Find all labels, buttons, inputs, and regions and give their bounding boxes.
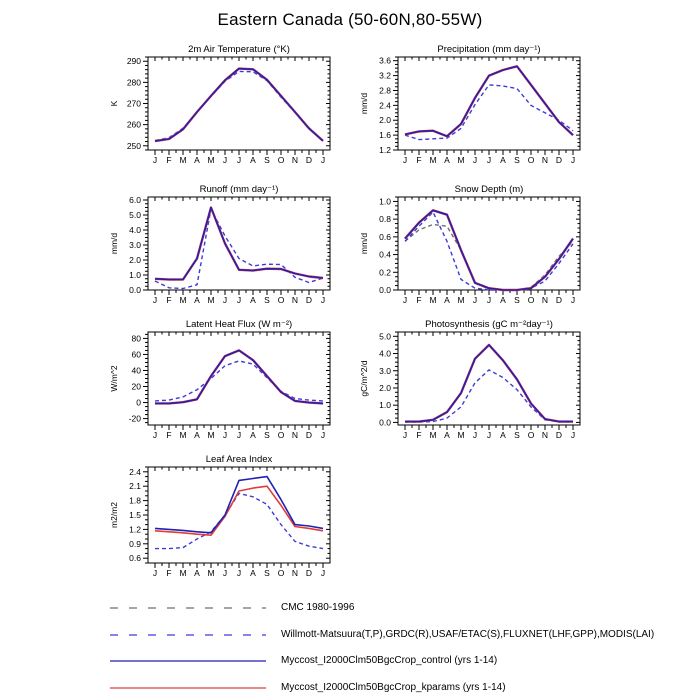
data-line-control	[405, 66, 573, 136]
plot-air-temperature	[109, 44, 330, 165]
x-tick-label: D	[555, 155, 563, 165]
x-tick-label: J	[236, 155, 242, 165]
x-tick-label: M	[429, 155, 437, 165]
x-tick-label: A	[250, 155, 256, 165]
x-tick-label: J	[222, 155, 228, 165]
y-tick-label: 60	[131, 349, 141, 360]
y-tick-label: 2.0	[379, 382, 391, 393]
legend-label: Willmott-Matsuura(T,P),GRDC(R),USAF/ETAC(S),FLUXNET(LHF,GPP),MODIS(LAI)	[281, 629, 655, 640]
y-axis-label: K	[109, 100, 119, 107]
data-line-kparams	[155, 350, 323, 403]
plot-title: Precipitation (mm day⁻¹)	[437, 44, 541, 55]
y-tick-label: 1.0	[129, 270, 141, 280]
x-tick-label: M	[179, 295, 187, 305]
y-tick-label: 6.0	[129, 195, 141, 205]
data-line-obs	[155, 361, 323, 401]
y-tick-label: 3.2	[379, 70, 391, 81]
x-tick-label: J	[152, 295, 158, 305]
y-tick-label: 0.6	[379, 231, 391, 242]
y-tick-label: 0.2	[379, 267, 391, 278]
y-tick-label: 0.6	[129, 553, 141, 564]
y-tick-label: 270	[126, 98, 141, 109]
x-tick-label: N	[541, 295, 549, 305]
x-tick-label: J	[236, 430, 242, 440]
x-tick-label: A	[444, 155, 450, 165]
x-tick-label: N	[291, 568, 299, 578]
x-tick-label: M	[179, 568, 187, 578]
legend-item-cmc	[0, 602, 700, 614]
x-tick-label: J	[472, 155, 478, 165]
x-tick-label: J	[152, 155, 158, 165]
y-tick-label: 2.0	[129, 255, 141, 265]
x-tick-label: J	[486, 155, 492, 165]
y-tick-label: 3.0	[379, 365, 391, 376]
y-tick-label: 40	[131, 365, 141, 376]
y-tick-label: 1.0	[379, 196, 391, 207]
y-tick-label: 0.9	[129, 538, 141, 549]
y-tick-label: 0.0	[379, 417, 391, 428]
x-tick-label: A	[194, 295, 200, 305]
y-tick-label: 80	[131, 333, 141, 344]
y-tick-label: 260	[126, 119, 141, 130]
data-line-obs	[155, 493, 323, 548]
x-tick-label: N	[291, 295, 299, 305]
y-tick-label: 2.0	[379, 115, 391, 126]
x-tick-label: A	[250, 568, 256, 578]
x-tick-label: D	[555, 430, 563, 440]
x-tick-label: F	[416, 430, 422, 440]
y-tick-label: 290	[126, 56, 141, 67]
plot-title: Leaf Area Index	[205, 454, 273, 465]
legend-line-obs	[108, 629, 268, 641]
plot-title: Runoff (mm day⁻¹)	[199, 184, 279, 195]
x-tick-label: F	[166, 295, 172, 305]
x-tick-label: N	[541, 430, 549, 440]
x-tick-label: A	[500, 295, 506, 305]
x-tick-label: A	[194, 568, 200, 578]
x-tick-label: M	[207, 568, 215, 578]
y-tick-label: 2.4	[129, 466, 141, 477]
y-tick-label: 20	[131, 381, 141, 392]
x-tick-label: S	[514, 295, 520, 305]
x-tick-label: S	[514, 155, 520, 165]
x-tick-label: J	[570, 295, 576, 305]
plot-photosynthesis	[359, 319, 580, 440]
x-tick-label: O	[527, 155, 535, 165]
axes-box	[148, 332, 330, 425]
x-tick-label: M	[429, 430, 437, 440]
plot-runoff	[109, 184, 330, 305]
x-tick-label: F	[166, 430, 172, 440]
x-tick-label: J	[472, 430, 478, 440]
x-tick-label: D	[305, 430, 313, 440]
x-tick-label: J	[486, 430, 492, 440]
x-tick-label: A	[250, 430, 256, 440]
y-tick-label: 280	[126, 77, 141, 88]
y-tick-label: 3.0	[129, 240, 141, 250]
x-tick-label: O	[277, 430, 285, 440]
x-tick-label: S	[264, 295, 270, 305]
legend-line-cmc	[108, 602, 268, 614]
x-tick-label: D	[555, 295, 563, 305]
legend-label: Myccost_I2000Clm50BgcCrop_kparams (yrs 1-14)	[281, 682, 506, 693]
y-axis-label: gC/m^2/d	[359, 360, 369, 397]
x-tick-label: J	[222, 295, 228, 305]
x-tick-label: J	[222, 568, 228, 578]
x-tick-label: J	[402, 155, 408, 165]
legend-item-control	[0, 655, 700, 667]
x-tick-label: J	[570, 430, 576, 440]
y-tick-label: -20	[128, 413, 141, 424]
page-title: Eastern Canada (50-60N,80-55W)	[217, 10, 483, 29]
y-tick-label: 0.4	[379, 249, 391, 260]
x-tick-label: F	[416, 295, 422, 305]
x-tick-label: O	[527, 295, 535, 305]
y-tick-label: 4.0	[129, 225, 141, 235]
x-tick-label: J	[320, 295, 326, 305]
x-tick-label: A	[444, 295, 450, 305]
plot-leaf-area-index	[109, 454, 330, 578]
x-tick-label: A	[250, 295, 256, 305]
x-tick-label: M	[207, 155, 215, 165]
x-tick-label: J	[320, 430, 326, 440]
y-tick-label: 2.8	[379, 85, 391, 96]
x-tick-label: J	[236, 295, 242, 305]
axes-box	[398, 197, 580, 290]
y-tick-label: 1.6	[379, 130, 391, 141]
x-tick-label: J	[402, 430, 408, 440]
legend-label: CMC 1980-1996	[281, 602, 355, 613]
x-tick-label: S	[264, 155, 270, 165]
x-tick-label: M	[207, 430, 215, 440]
x-tick-label: F	[166, 568, 172, 578]
x-tick-label: J	[472, 295, 478, 305]
plot-title: 2m Air Temperature (°K)	[188, 44, 290, 55]
legend-label: Myccost_I2000Clm50BgcCrop_control (yrs 1-14)	[281, 655, 498, 666]
y-tick-label: 1.8	[129, 495, 141, 506]
x-tick-label: A	[194, 155, 200, 165]
x-tick-label: M	[457, 430, 465, 440]
x-tick-label: S	[264, 430, 270, 440]
y-tick-label: 1.2	[129, 524, 141, 535]
x-tick-label: M	[179, 430, 187, 440]
x-tick-label: J	[402, 295, 408, 305]
x-tick-label: D	[305, 568, 313, 578]
x-tick-label: F	[166, 155, 172, 165]
y-tick-label: 2.1	[129, 481, 141, 492]
x-tick-label: J	[320, 568, 326, 578]
plot-snow-depth	[359, 184, 580, 305]
x-tick-label: D	[305, 295, 313, 305]
y-tick-label: 0	[136, 397, 141, 408]
data-line-control	[405, 345, 573, 422]
x-tick-label: F	[416, 155, 422, 165]
data-line-control	[155, 477, 323, 533]
y-axis-label: mm/d	[109, 232, 119, 255]
axes-box	[398, 57, 580, 150]
x-tick-label: J	[222, 430, 228, 440]
data-line-obs	[155, 209, 323, 289]
y-tick-label: 3.6	[379, 55, 391, 66]
y-tick-label: 5.0	[129, 210, 141, 220]
x-tick-label: J	[570, 155, 576, 165]
legend-line-control	[108, 655, 268, 667]
x-tick-label: N	[291, 430, 299, 440]
x-tick-label: M	[429, 295, 437, 305]
x-tick-label: O	[527, 430, 535, 440]
y-tick-label: 0.0	[129, 285, 141, 295]
x-tick-label: M	[207, 295, 215, 305]
x-tick-label: O	[277, 295, 285, 305]
x-tick-label: J	[320, 155, 326, 165]
data-line-control	[155, 350, 323, 403]
y-tick-label: 4.0	[379, 348, 391, 359]
plot-title: Photosynthesis (gC m⁻²day⁻¹)	[425, 319, 553, 330]
y-tick-label: 1.5	[129, 510, 141, 520]
y-axis-label: W/m^2	[109, 365, 119, 392]
legend-item-obs	[0, 629, 700, 641]
y-tick-label: 2.4	[379, 100, 391, 111]
y-tick-label: 1.2	[379, 145, 391, 155]
data-line-kparams	[405, 345, 573, 422]
x-tick-label: O	[277, 568, 285, 578]
plot-title: Latent Heat Flux (W m⁻²)	[185, 319, 293, 330]
legend-line-kparams	[108, 682, 268, 694]
x-tick-label: A	[194, 430, 200, 440]
x-tick-label: J	[152, 430, 158, 440]
plot-title: Snow Depth (m)	[454, 184, 524, 195]
x-tick-label: S	[264, 568, 270, 578]
data-line-kparams	[155, 69, 323, 142]
x-tick-label: A	[500, 155, 506, 165]
y-axis-label: mm/d	[359, 92, 369, 115]
x-tick-label: J	[486, 295, 492, 305]
data-line-control	[155, 208, 323, 280]
plot-latent-heat-flux	[109, 319, 330, 440]
x-tick-label: M	[457, 295, 465, 305]
x-tick-label: A	[444, 430, 450, 440]
y-tick-label: 5.0	[379, 331, 391, 342]
x-tick-label: O	[277, 155, 285, 165]
x-tick-label: J	[152, 568, 158, 578]
x-tick-label: M	[457, 155, 465, 165]
y-tick-label: 250	[126, 140, 141, 151]
y-tick-label: 0.8	[379, 214, 391, 225]
legend-item-kparams	[0, 682, 700, 694]
data-line-obs	[405, 212, 573, 290]
x-tick-label: S	[514, 430, 520, 440]
x-tick-label: A	[500, 430, 506, 440]
x-tick-label: N	[291, 155, 299, 165]
y-tick-label: 1.0	[379, 400, 391, 411]
x-tick-label: M	[179, 155, 187, 165]
data-line-cmc	[405, 225, 573, 291]
x-tick-label: D	[305, 155, 313, 165]
data-line-obs	[405, 370, 573, 422]
y-axis-label: mm/d	[359, 232, 369, 255]
y-axis-label: m2/m2	[109, 502, 119, 528]
plot-precipitation	[359, 44, 580, 165]
x-tick-label: J	[236, 568, 242, 578]
y-tick-label: 0.0	[379, 285, 391, 295]
x-tick-label: N	[541, 155, 549, 165]
